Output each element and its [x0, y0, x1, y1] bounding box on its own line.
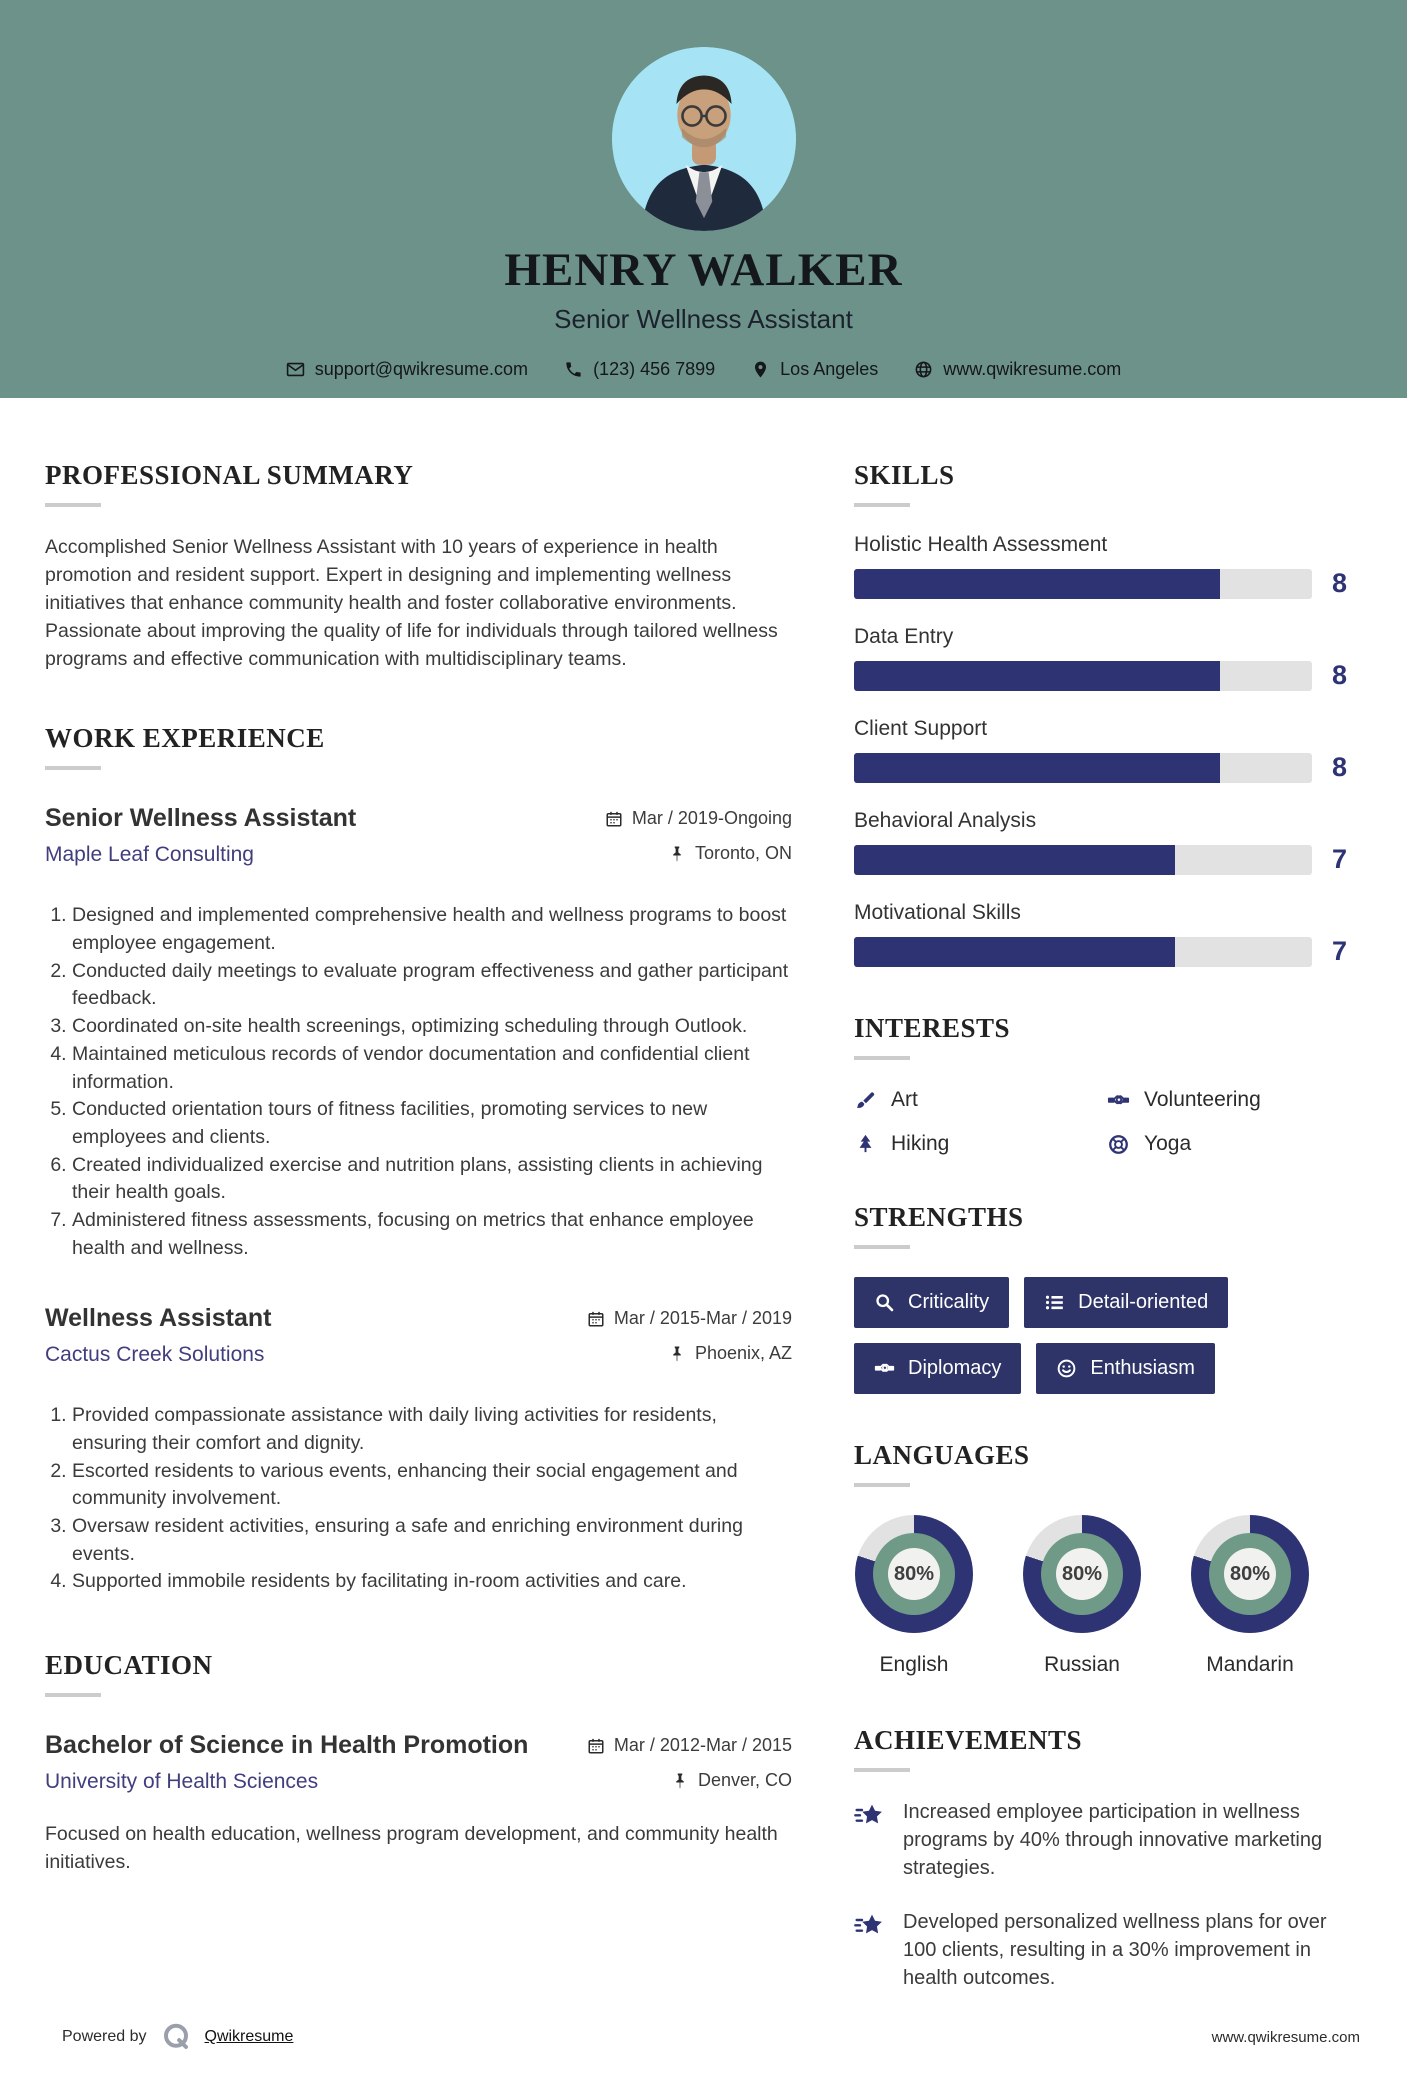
pushpin-icon — [668, 845, 686, 863]
section-professional-summary — [45, 460, 792, 673]
achievements-heading: ACHIEVEMENTS — [854, 1725, 1083, 1755]
interest-item — [1107, 1132, 1360, 1156]
skill-item — [854, 533, 1360, 599]
achievement-text: Increased employee participation in wellness programs by 40% through innovative marketing strategies. — [903, 1801, 1323, 1879]
language-donut-chart — [1191, 1515, 1309, 1633]
left-column — [45, 460, 792, 1992]
skill-name: Motivational Skills — [854, 901, 1021, 924]
skill-bar-track — [854, 753, 1312, 783]
education-location — [587, 1770, 792, 1791]
section-education — [45, 1650, 792, 1877]
skill-bar-track — [854, 937, 1312, 967]
job-bullet: 3. Coordinated on-site health screenings, optimizing scheduling through Outlook. — [72, 1013, 792, 1041]
handshake-icon — [1107, 1089, 1130, 1112]
achievement-item — [854, 1798, 1360, 1882]
language-label: Mandarin — [1206, 1653, 1294, 1676]
education-school: University of Health Sciences — [45, 1770, 319, 1794]
section-achievements — [854, 1725, 1360, 1992]
qwikresume-brand-link[interactable]: Qwikresume — [204, 2028, 294, 2045]
strength-badge — [1036, 1343, 1215, 1394]
email-icon — [286, 360, 305, 379]
job-bullet: 1. Provided compassionate assistance with daily living activities for residents, ensuring their comfort and dignity. — [72, 1402, 792, 1457]
education-degree: Bachelor of Science in Health Promotion — [45, 1731, 529, 1760]
skill-bar-fill — [854, 569, 1220, 599]
skill-bar-track — [854, 569, 1312, 599]
education-description: Focused on health education, wellness program development, and community health initiatives. — [45, 1823, 778, 1873]
skill-level: 8 — [1332, 752, 1348, 782]
job-company: Cactus Creek Solutions — [45, 1343, 265, 1367]
wheel-icon — [1107, 1133, 1130, 1156]
education-header — [45, 1731, 792, 1805]
heading-rule — [45, 1693, 101, 1697]
profile-photo — [612, 47, 796, 231]
section-strengths — [854, 1202, 1360, 1394]
job-bullet: 4. Supported immobile residents by facilitating in-room activities and care. — [72, 1568, 792, 1596]
interest-item — [1107, 1088, 1360, 1112]
contact-row — [286, 359, 1122, 380]
avatar-illustration — [612, 47, 796, 231]
job-entry — [45, 804, 792, 1262]
strength-label: Diplomacy — [908, 1357, 1002, 1379]
contact-phone-text: (123) 456 7899 — [593, 359, 716, 379]
interest-item — [854, 1132, 1107, 1156]
job-company: Maple Leaf Consulting — [45, 843, 254, 867]
strength-label: Criticality — [908, 1291, 990, 1313]
list-icon — [1044, 1292, 1065, 1313]
job-date — [605, 808, 792, 829]
skill-item — [854, 901, 1360, 967]
skill-bar-fill — [854, 937, 1175, 967]
powered-by-label: Powered by — [62, 2028, 147, 2045]
pushpin-icon — [671, 1772, 689, 1790]
job-bullet: 5. Conducted orientation tours of fitness facilities, promoting services to new employees and clients. — [72, 1096, 792, 1151]
pushpin-icon — [668, 1345, 686, 1363]
skills-heading: SKILLS — [854, 460, 955, 490]
strength-badge — [1024, 1277, 1228, 1328]
achievement-text: Developed personalized wellness plans for over 100 clients, resulting in a 30% improvement in health outcomes. — [903, 1911, 1327, 1989]
language-percent: 80% — [1224, 1548, 1276, 1600]
job-header — [45, 1304, 792, 1378]
skill-level: 7 — [1332, 844, 1348, 874]
heading-rule — [854, 1483, 910, 1487]
language-item — [1022, 1515, 1142, 1677]
shooting-star-icon — [854, 1800, 886, 1832]
job-bullet: 3. Oversaw resident activities, ensuring a safe and enriching environment during events. — [72, 1513, 792, 1568]
contact-email — [286, 359, 528, 380]
magnifier-icon — [874, 1292, 895, 1313]
language-percent: 80% — [1056, 1548, 1108, 1600]
section-work-experience — [45, 723, 792, 1596]
contact-phone — [564, 359, 715, 380]
skill-bar-track — [854, 661, 1312, 691]
job-bullet: 7. Administered fitness assessments, focusing on metrics that enhance employee health and wellness. — [72, 1207, 792, 1262]
interest-item — [854, 1088, 1107, 1112]
job-location — [605, 843, 792, 864]
interests-heading: INTERESTS — [854, 1013, 1011, 1043]
contact-location-text: Los Angeles — [780, 359, 879, 379]
skill-bar-track — [854, 845, 1312, 875]
job-location-text: Toronto, ON — [694, 843, 792, 864]
job-header — [45, 804, 792, 878]
education-entry — [45, 1731, 792, 1877]
calendar-icon — [587, 1310, 605, 1328]
content-columns — [0, 398, 1407, 1992]
job-bullet: 1. Designed and implemented comprehensive health and wellness programs to boost employee engagement. — [72, 902, 792, 957]
education-meta — [587, 1731, 792, 1805]
language-item — [854, 1515, 974, 1677]
skill-level: 7 — [1332, 936, 1348, 966]
interest-label: Art — [891, 1088, 918, 1111]
calendar-icon — [587, 1737, 605, 1755]
language-donut-chart — [855, 1515, 973, 1633]
shooting-star-icon — [854, 1910, 886, 1942]
skill-item — [854, 809, 1360, 875]
skill-bar-fill — [854, 753, 1220, 783]
job-location — [587, 1343, 792, 1364]
job-bullet-list — [45, 902, 792, 1262]
interest-label: Yoga — [1144, 1132, 1192, 1155]
contact-location — [751, 359, 878, 380]
strengths-heading: STRENGTHS — [854, 1202, 1024, 1232]
skill-name: Behavioral Analysis — [854, 809, 1037, 832]
handshake-icon — [874, 1358, 895, 1379]
right-column — [854, 460, 1360, 1992]
education-heading: EDUCATION — [45, 1650, 213, 1681]
skill-bar-fill — [854, 661, 1220, 691]
section-skills — [854, 460, 1360, 967]
skill-level: 8 — [1332, 568, 1348, 598]
job-date — [587, 1308, 792, 1329]
language-label: Russian — [1044, 1653, 1120, 1676]
job-bullet: 2. Escorted residents to various events, enhancing their social engagement and community involvement. — [72, 1458, 792, 1513]
pine-tree-icon — [854, 1133, 877, 1156]
skill-item — [854, 625, 1360, 691]
heading-rule — [854, 1768, 910, 1772]
job-bullet-list — [45, 1402, 792, 1596]
education-location-text: Denver, CO — [697, 1770, 792, 1791]
skill-bar-fill — [854, 845, 1175, 875]
candidate-title: Senior Wellness Assistant — [554, 304, 853, 334]
strength-label: Enthusiasm — [1090, 1357, 1195, 1379]
section-interests — [854, 1013, 1360, 1156]
job-bullet: 2. Conducted daily meetings to evaluate program effectiveness and gather participant feedback. — [72, 958, 792, 1013]
language-item — [1190, 1515, 1310, 1677]
location-icon — [751, 360, 770, 379]
qwikresume-logo-icon — [161, 2022, 191, 2052]
language-label: English — [879, 1653, 949, 1676]
summary-heading: PROFESSIONAL SUMMARY — [45, 460, 414, 490]
skill-name: Holistic Health Assessment — [854, 533, 1108, 556]
skill-item — [854, 717, 1360, 783]
interest-label: Volunteering — [1144, 1088, 1261, 1111]
phone-icon — [564, 360, 583, 379]
strength-label: Detail-oriented — [1078, 1291, 1209, 1313]
job-location-text: Phoenix, AZ — [694, 1343, 792, 1364]
job-bullet: 6. Created individualized exercise and nutrition plans, assisting clients in achieving their health goals. — [72, 1152, 792, 1207]
languages-heading: LANGUAGES — [854, 1440, 1030, 1470]
paintbrush-icon — [854, 1089, 877, 1112]
contact-website — [914, 359, 1121, 380]
skill-level: 8 — [1332, 660, 1348, 690]
language-percent: 80% — [888, 1548, 940, 1600]
strength-badge — [854, 1343, 1021, 1394]
job-meta — [605, 804, 792, 878]
heading-rule — [854, 1056, 910, 1060]
education-date-text: Mar / 2012-Mar / 2015 — [613, 1735, 792, 1756]
heading-rule — [854, 1245, 910, 1249]
skill-name: Client Support — [854, 717, 988, 740]
job-entry — [45, 1304, 792, 1596]
education-date — [587, 1735, 792, 1756]
summary-text: Accomplished Senior Wellness Assistant with 10 years of experience in health promotion and resident support. Expert in designing and implementing wellness initiatives that enhance community health and foster collaborative environments. Passionate about improving the quality of life for individuals through tailored wellness programs and effective communication with multidisciplinary teams. — [45, 536, 778, 670]
calendar-icon — [605, 810, 623, 828]
heading-rule — [45, 766, 101, 770]
heading-rule — [854, 503, 910, 507]
footer-website-link[interactable]: www.qwikresume.com — [1211, 2028, 1360, 2046]
contact-email-text: support@qwikresume.com — [314, 359, 529, 379]
heading-rule — [45, 503, 101, 507]
globe-icon — [914, 360, 933, 379]
skill-name: Data Entry — [854, 625, 954, 648]
job-date-text: Mar / 2015-Mar / 2019 — [613, 1308, 792, 1329]
candidate-name: HENRY WALKER — [504, 244, 903, 296]
interest-label: Hiking — [891, 1132, 950, 1155]
header — [0, 0, 1407, 398]
job-bullet: 4. Maintained meticulous records of vendor documentation and confidential client information. — [72, 1041, 792, 1096]
contact-website-text: www.qwikresume.com — [943, 359, 1122, 379]
job-date-text: Mar / 2019-Ongoing — [631, 808, 792, 829]
footer — [0, 1992, 1407, 2094]
job-meta — [587, 1304, 792, 1378]
language-donut-chart — [1023, 1515, 1141, 1633]
section-languages — [854, 1440, 1360, 1677]
job-title: Senior Wellness Assistant — [45, 804, 357, 833]
smiley-icon — [1056, 1358, 1077, 1379]
job-title: Wellness Assistant — [45, 1304, 272, 1333]
work-heading: WORK EXPERIENCE — [45, 723, 325, 754]
achievement-item — [854, 1908, 1360, 1992]
strength-badge — [854, 1277, 1009, 1328]
